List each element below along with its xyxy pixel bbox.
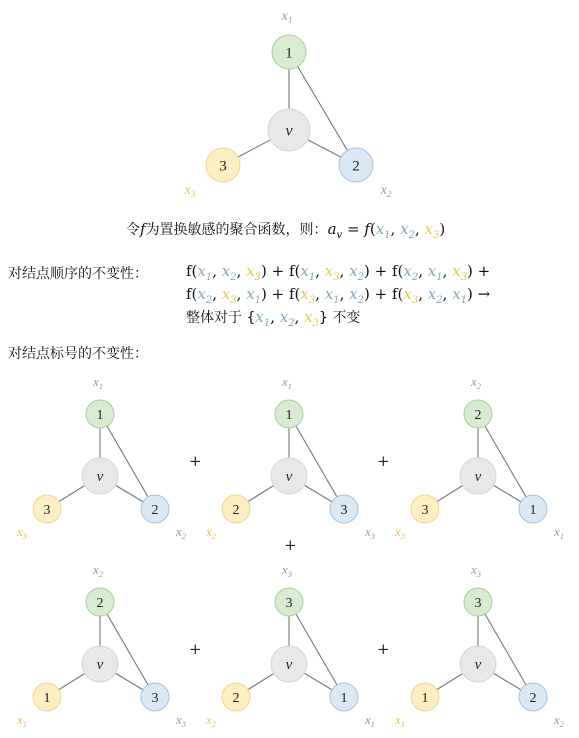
intro-middle: 为置换敏感的聚合函数，则：	[145, 222, 328, 238]
node-left-number: 3	[421, 502, 429, 518]
center-node-label: v	[285, 656, 293, 673]
intro-close: )	[439, 220, 446, 238]
formula-text: ,	[270, 308, 280, 326]
plus-sign: +	[284, 536, 297, 554]
formula-variable: x	[246, 262, 255, 280]
intro-open: (	[369, 220, 376, 238]
formula-variable: x	[304, 308, 313, 326]
formula-variable-subscript: 2	[230, 272, 237, 283]
intro-prefix: 令	[126, 222, 140, 238]
formula-variable-subscript: 1	[308, 272, 316, 283]
formula-variable-subscript: 3	[333, 272, 340, 283]
node-top-number: 3	[474, 595, 482, 611]
intro-a: a	[327, 220, 337, 238]
node-top-number: 1	[96, 407, 104, 423]
formula-text: ) +	[467, 262, 491, 280]
formula-text: ) →	[467, 285, 491, 303]
formula-variable-subscript: 1	[460, 295, 468, 306]
node-top-variable-label: $x_3$	[471, 562, 481, 579]
intro-comma1: ,	[390, 220, 401, 238]
formula-variable-subscript: 1	[263, 318, 271, 329]
formula-variable-subscript: 3	[254, 272, 262, 283]
formula-variable-subscript: 2	[357, 272, 365, 283]
graph	[205, 562, 375, 729]
formula-text: ,	[418, 285, 428, 303]
node-top-variable-label: $x_1$	[281, 9, 293, 25]
node-left-variable-label: $x_1$	[17, 712, 27, 729]
formula-variable-subscript: 3	[411, 295, 419, 306]
intro-x3: x	[424, 220, 433, 238]
center-node-label: v	[474, 656, 482, 673]
graph	[16, 374, 187, 541]
formula-variable-subscript: 3	[460, 272, 468, 283]
intro-x3-sub: 3	[432, 230, 440, 241]
formula-text: ,	[442, 262, 453, 280]
formula-text: f(	[186, 285, 198, 303]
intro-x1: x	[375, 220, 385, 238]
formula-text: ,	[339, 262, 350, 280]
formula-variable: x	[427, 262, 437, 280]
formula-variable: x	[452, 262, 461, 280]
plus-sign: +	[377, 640, 390, 658]
formula-variable-subscript: 2	[411, 272, 419, 283]
formula-text: ,	[294, 308, 305, 326]
formula-text: ,	[236, 285, 247, 303]
node-right-number: 3	[151, 690, 159, 706]
formula-text: ,	[212, 262, 222, 280]
formula-text: } 不变	[318, 310, 361, 326]
plus-sign: +	[377, 452, 390, 470]
formula-variable-subscript: 3	[312, 318, 319, 329]
intro-a-sub: v	[336, 230, 343, 241]
formula-variable: x	[324, 262, 334, 280]
formula-text: ,	[315, 285, 325, 303]
intro-f2: f	[364, 220, 370, 238]
node-top-number: 1	[285, 45, 293, 62]
formula-variable-subscript: 2	[288, 318, 295, 329]
node-right-number: 3	[340, 502, 348, 518]
formula-variable: x	[255, 308, 264, 326]
label-section-label: 对结点标号的不变性：	[8, 346, 148, 362]
node-right-number: 2	[151, 502, 159, 518]
node-left-variable-label: $x_2$	[206, 712, 216, 729]
node-right-number: 1	[529, 502, 537, 518]
formula-variable: x	[197, 285, 206, 303]
formula-variable-subscript: 3	[230, 295, 237, 306]
node-right-variable-label: $x_3$	[176, 712, 186, 729]
formula-variable: x	[349, 285, 358, 303]
center-node-label: v	[96, 656, 104, 673]
intro-f: f	[140, 220, 146, 238]
order-section-label: 对结点顺序的不变性：	[8, 266, 148, 282]
node-left-number: 1	[43, 690, 51, 706]
formula-text: ) + f(	[364, 262, 404, 280]
formula-text: ,	[236, 262, 247, 280]
formula-variable: x	[279, 308, 289, 326]
formula-variable: x	[197, 262, 206, 280]
node-top-variable-label: $x_2$	[93, 562, 103, 579]
node-right-number: 2	[352, 158, 360, 175]
formula-variable: x	[324, 285, 334, 303]
plus-sign: +	[189, 640, 202, 658]
graph	[205, 374, 375, 541]
center-node-label: v	[285, 122, 293, 140]
formula-variable: x	[452, 285, 461, 303]
node-left-variable-label: $x_1$	[395, 712, 405, 729]
formula-variable-subscript: 2	[357, 295, 365, 306]
node-left-number: 2	[232, 690, 240, 706]
graph	[394, 562, 565, 729]
formula-text: ,	[442, 285, 453, 303]
formula-text: ,	[339, 285, 350, 303]
formula-variable: x	[349, 262, 358, 280]
node-right-variable-label: $x_1$	[554, 524, 564, 541]
node-top-number: 2	[474, 407, 482, 423]
formula-variable-subscript: 1	[333, 295, 340, 306]
formula-variable-subscript: 2	[436, 295, 443, 306]
node-right-number: 1	[340, 690, 348, 706]
intro-x1-sub: 1	[384, 230, 391, 241]
formula-variable: x	[246, 285, 255, 303]
node-left-number: 3	[219, 158, 227, 175]
node-left-variable-label: $x_3$	[184, 183, 196, 199]
intro-x2-sub: 2	[408, 230, 415, 241]
node-right-variable-label: $x_2$	[176, 524, 186, 541]
node-right-variable-label: $x_2$	[380, 183, 392, 199]
node-left-variable-label: $x_2$	[206, 524, 216, 541]
formula-text: 整体对于 {	[186, 310, 256, 326]
node-left-number: 1	[421, 690, 429, 706]
node-top-number: 1	[285, 407, 293, 423]
formula-text: ,	[418, 262, 428, 280]
formula-variable: x	[221, 285, 231, 303]
intro-eq: =	[342, 220, 365, 238]
formula-text: ,	[315, 262, 325, 280]
formula-text: ) + f(	[364, 285, 404, 303]
formula-text: ) + f(	[261, 285, 301, 303]
intro-x2: x	[400, 220, 409, 238]
formula-variable: x	[403, 262, 412, 280]
center-node-label: v	[285, 468, 293, 485]
node-top-variable-label: $x_1$	[93, 374, 103, 391]
node-top-variable-label: $x_1$	[282, 374, 292, 391]
graph	[16, 562, 186, 729]
node-right-variable-label: $x_3$	[365, 524, 375, 541]
formula-text: f(	[186, 262, 198, 280]
formula-variable: x	[300, 262, 309, 280]
node-top-variable-label: $x_2$	[471, 374, 481, 391]
plus-sign: +	[189, 452, 202, 470]
formula-variable-subscript: 1	[205, 272, 213, 283]
node-left-number: 2	[232, 502, 240, 518]
formula-variable-subscript: 3	[308, 295, 316, 306]
formula-variable-subscript: 1	[254, 295, 262, 306]
node-right-variable-label: $x_2$	[554, 712, 564, 729]
node-right-variable-label: $x_1$	[365, 712, 375, 729]
formula-variable: x	[403, 285, 412, 303]
formula-variable-subscript: 2	[205, 295, 213, 306]
formula-text: ) + f(	[261, 262, 301, 280]
formula-variable-subscript: 1	[436, 272, 443, 283]
formula-variable: x	[221, 262, 231, 280]
node-left-variable-label: $x_3$	[17, 524, 27, 541]
intro-comma2: ,	[414, 220, 425, 238]
center-node-label: v	[96, 468, 104, 485]
formula-text: ,	[212, 285, 222, 303]
center-node-label: v	[474, 468, 482, 485]
formula-variable: x	[427, 285, 437, 303]
node-left-variable-label: $x_3$	[395, 524, 405, 541]
node-left-number: 3	[43, 502, 51, 518]
formula-variable: x	[300, 285, 309, 303]
node-top-number: 3	[285, 595, 293, 611]
node-top-variable-label: $x_3$	[282, 562, 292, 579]
node-right-number: 2	[529, 690, 537, 706]
graph	[394, 374, 564, 541]
node-top-number: 2	[96, 595, 104, 611]
